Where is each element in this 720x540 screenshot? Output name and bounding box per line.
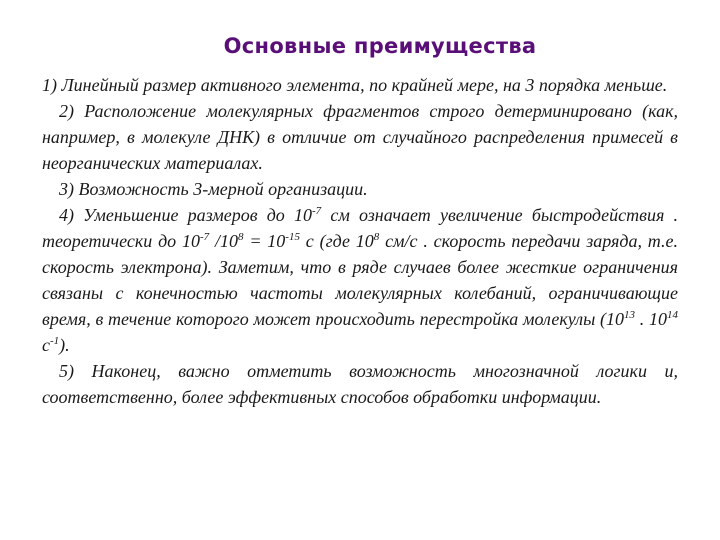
paragraph-1: 1) Линейный размер активного элемента, по крайней мере, на 3 порядка меньше. (42, 75, 668, 95)
paragraph-4-text: с (42, 335, 50, 355)
paragraph-4 (42, 202, 678, 358)
paragraph-4-text: см означает увеличение быстродействия . теоретически до 10 (42, 205, 678, 251)
exponent: 8 (373, 231, 380, 243)
paragraph-4-text: = 10 (243, 231, 286, 251)
paragraph-4-text: /10 (209, 231, 238, 251)
exponent: 8 (238, 231, 244, 243)
exponent: 13 (624, 309, 636, 321)
paragraph-2: 2) Расположение молекулярных фрагментов строго детерминировано (как, например, в молекуле ДНК) в отличие от случайного распределения примесей в неорганических материалах. (42, 101, 678, 173)
exponent: -1 (50, 335, 60, 347)
paragraph-4-text: 4) Уменьшение размеров до 10 (59, 205, 312, 225)
paragraph-4-text: с (где 10 (299, 231, 374, 251)
exponent: -15 (285, 231, 300, 243)
exponent: -7 (311, 205, 322, 217)
paragraph-3: 3) Возможность 3-мерной организации. (59, 179, 368, 199)
slide-body (42, 72, 678, 410)
paragraph-4-text: см/с . скорость передачи заряда, т.е. скорость электрона). Заметим, что в ряде случаев более жесткие ограничения связаны с конечностью частоты молекулярных колебаний, ограничивающие время, в течение которого может происходить перестройка молекулы (10 (42, 231, 678, 329)
paragraph-5: 5) Наконец, важно отметить возможность многозначной логики и, соответственно, более эффективных способов обработки информации. (42, 361, 678, 407)
paragraph-4-text: ). (59, 335, 70, 355)
exponent: -7 (200, 231, 210, 243)
slide-title: Основные преимущества (223, 34, 537, 58)
exponent: 14 (667, 309, 678, 321)
paragraph-4-text: . 10 (635, 309, 667, 329)
